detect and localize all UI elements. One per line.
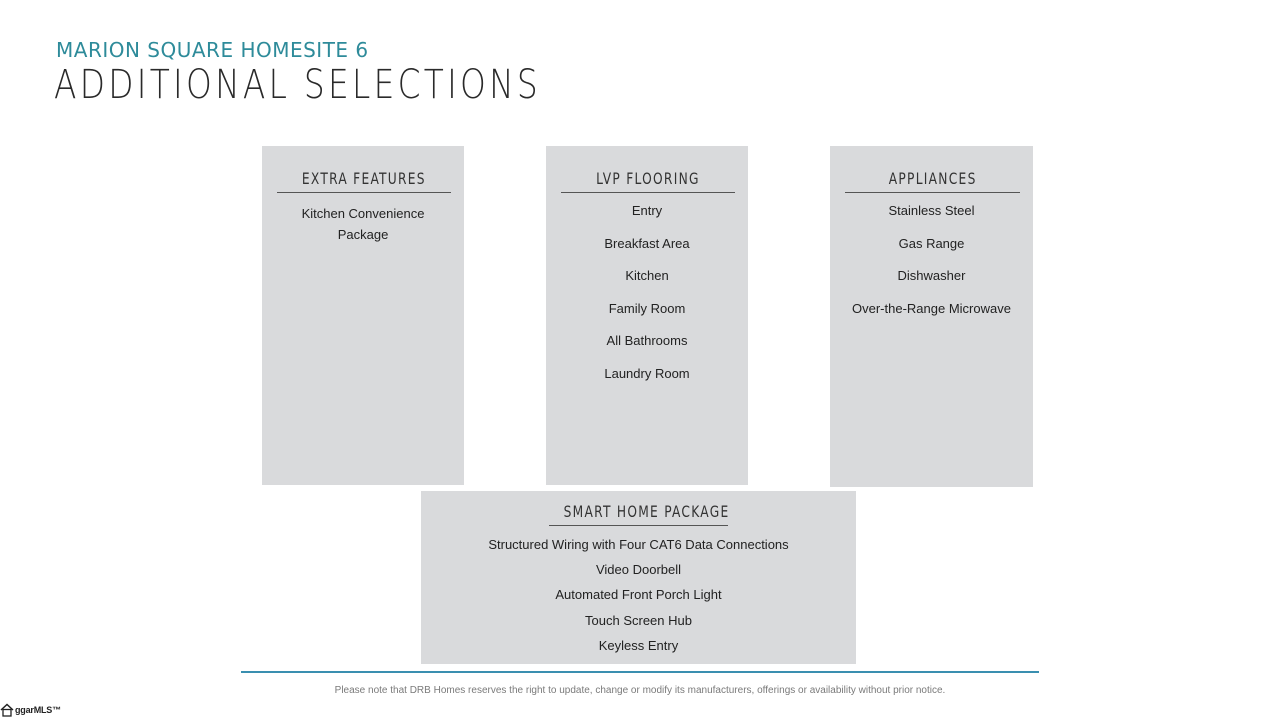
list-item: Automated Front Porch Light [555,587,722,603]
list-item: Kitchen Convenience Package [301,206,425,242]
list-item: Touch Screen Hub [585,612,692,628]
list-item: Keyless Entry [598,637,679,653]
house-icon [0,703,14,717]
list-item: Family Room [608,300,686,316]
list-item: Entry [631,203,663,218]
list-item: Dishwasher [897,268,966,284]
page-subtitle: MARION SQUARE HOMESITE 6 [56,38,369,62]
smart-home-package-panel [421,491,856,664]
disclaimer-text: Please note that DRB Homes reserves the right to update, change or modify its manufacturers, offerings or availability without prior notice. [334,685,946,696]
list-item: Over-the-Range Microwave [852,300,1011,316]
panel-heading: EXTRA FEATURES [277,169,451,193]
lvp-flooring-panel [546,146,748,485]
list-item: Laundry Room [604,365,690,381]
list-item: All Bathrooms [606,333,688,349]
mls-logo [0,699,70,720]
mls-logo-text: ggarMLS™ [15,704,61,715]
panel-heading: LVP FLOORING [561,169,735,193]
footer-divider [241,671,1039,673]
panel-heading: SMART HOME PACKAGE [549,502,728,526]
panel-item-list [421,537,856,663]
list-item: Structured Wiring with Four CAT6 Data Connections [488,537,789,552]
panel-item-list [262,203,464,245]
panel-item-list [546,203,748,399]
list-item: Breakfast Area [604,235,690,251]
panel-heading: APPLIANCES [845,169,1020,193]
appliances-panel [830,146,1033,487]
list-item: Stainless Steel [888,203,975,218]
list-item: Video Doorbell [595,562,682,578]
extra-features-panel [262,146,464,485]
page-title: ADDITIONAL SELECTIONS [54,62,542,108]
list-item: Gas Range [898,235,965,251]
panel-item-list [830,203,1033,333]
list-item: Kitchen [625,268,669,284]
